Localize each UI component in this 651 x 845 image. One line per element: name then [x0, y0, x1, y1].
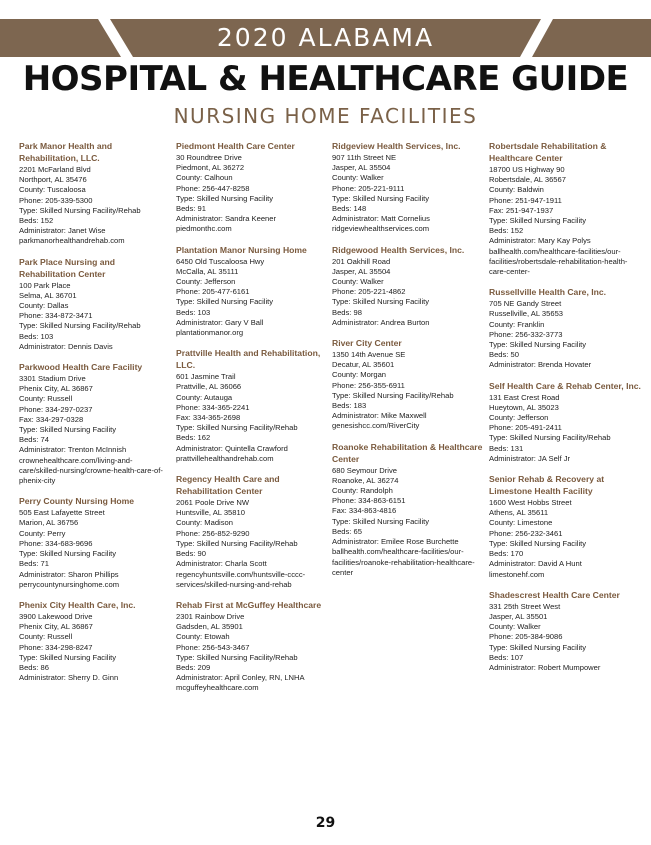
facility-detail-line: Phone: 205-491-2411 [489, 423, 562, 433]
facility-detail-line: Jasper, AL 35501 [489, 611, 548, 621]
facility-detail-line: Administrator: Andrea Burton [332, 317, 430, 327]
facility-detail-line: Phone: 205-477-6161 [176, 287, 250, 297]
facility-entry [19, 599, 171, 683]
facility-detail-line: Type: Skilled Nursing Facility [19, 652, 117, 662]
facility-entry [176, 140, 328, 235]
facility-name: Perry County Nursing Home [19, 496, 135, 507]
facility-detail-line: Beds: 86 [19, 662, 49, 672]
facility-detail-line: Decatur, AL 35601 [332, 360, 395, 370]
facility-detail-line: Type: Skilled Nursing Facility [19, 549, 117, 559]
facility-entry [19, 361, 171, 486]
facility-detail-line: Robertsdale, AL 36567 [489, 175, 566, 185]
facility-detail-line: Beds: 50 [489, 350, 519, 360]
facility-detail-line: Beds: 91 [176, 204, 206, 214]
facility-detail-line: Phone: 256-355-6911 [332, 380, 405, 390]
facility-detail-line: Type: Skilled Nursing Facility [332, 516, 430, 526]
facility-detail-line: Piedmont, AL 36272 [176, 163, 245, 173]
facility-detail-line: County: Madison [176, 518, 233, 528]
facility-detail-line: Administrator: Janet Wise [19, 226, 106, 236]
facility-detail-line: County: Etowah [176, 632, 230, 642]
facility-detail-line: Type: Skilled Nursing Facility [489, 340, 587, 350]
facility-name: Piedmont Health Care Center [176, 141, 295, 151]
facility-detail-line: Fax: 334-297-0328 [19, 414, 84, 424]
facility-entry [332, 337, 484, 432]
facility-detail-line: Beds: 148 [332, 204, 367, 214]
facility-detail-line: County: Walker [332, 173, 384, 183]
facility-detail-line: 705 NE Gandy Street [489, 299, 562, 309]
facility-entry [19, 256, 171, 352]
facility-detail-line: 3301 Stadium Drive [19, 374, 86, 384]
facility-name: Parkwood Health Care Facility [19, 362, 143, 373]
facility-detail-line[interactable]: prattvillehealthandrehab.com [176, 453, 274, 463]
facility-detail-line: Type: Skilled Nursing Facility/Rehab [176, 538, 298, 548]
facility-detail-line: Phone: 256-543-3467 [176, 642, 250, 652]
facility-detail-line: Phone: 334-297-0237 [19, 404, 93, 414]
facility-detail-line: 100 Park Place [19, 280, 71, 290]
facility-detail-line: Beds: 65 [332, 526, 362, 536]
facility-entry [19, 495, 171, 590]
facility-detail-line: Russellville, AL 35653 [489, 309, 564, 319]
facility-detail-line: Hueytown, AL 35023 [489, 402, 559, 412]
facility-detail-line: Northport, AL 35476 [19, 175, 87, 185]
facility-detail-line: County: Walker [332, 277, 384, 287]
facility-detail-line: County: Russell [19, 632, 73, 642]
facility-entry [489, 286, 641, 370]
facility-detail-line: Administrator: Robert Mumpower [489, 662, 601, 672]
facility-detail-line: Type: Skilled Nursing Facility [489, 216, 587, 226]
facility-detail-line: Type: Skilled Nursing Facility/Rehab [19, 321, 141, 331]
facility-detail-line: Phone: 256-852-9290 [176, 528, 250, 538]
facility-detail-line: County: Calhoun [176, 173, 233, 183]
facility-detail-line[interactable]: crownehealthcare.com/living-and-care/skilled-nursing/crowne-health-care-of-phenix-city [19, 455, 163, 486]
facility-detail-line: Phone: 256-232-3461 [489, 528, 563, 538]
facility-name: Plantation Manor Nursing Home [176, 244, 307, 255]
facility-detail-line: Phone: 205-339-5300 [19, 195, 93, 205]
facility-detail-line: Administrator: April Conley, RN, LNHA [176, 673, 305, 683]
facility-entry [332, 244, 484, 328]
facility-detail-line: Phenix City, AL 36867 [19, 622, 93, 632]
facility-name: River City Center [332, 338, 402, 349]
facility-detail-line: County: Baldwin [489, 185, 544, 195]
facility-detail-line: Phone: 205-221-9111 [332, 183, 405, 193]
facility-detail-line: 6450 Old Tuscaloosa Hwy [176, 256, 265, 266]
facility-detail-line: Beds: 162 [176, 433, 211, 443]
facility-detail-line: Type: Skilled Nursing Facility/Rehab [176, 652, 298, 662]
facility-detail-line[interactable]: genesishcc.com/RiverCity [332, 421, 420, 431]
facility-detail-line: Administrator: Sandra Keener [176, 214, 277, 224]
facility-detail-line: Type: Skilled Nursing Facility/Rehab [176, 423, 298, 433]
header-banner [0, 19, 651, 57]
facility-detail-line: Type: Skilled Nursing Facility/Rehab [19, 205, 141, 215]
facility-detail-line: County: Franklin [489, 319, 545, 329]
facility-detail-line: Marion, AL 36756 [19, 518, 79, 528]
listing-column-2 [176, 140, 328, 703]
facility-detail-line: Phone: 256-332-3773 [489, 329, 563, 339]
facility-detail-line: Beds: 131 [489, 443, 524, 453]
facility-detail-line: Beds: 90 [176, 549, 206, 559]
facility-detail-line: County: Tuscaloosa [19, 185, 86, 195]
facility-detail-line: Administrator: Trenton McInnish [19, 445, 127, 455]
section-subtitle: NURSING HOME FACILITIES [173, 104, 478, 128]
facility-detail-line: Beds: 74 [19, 435, 49, 445]
listing-column-4 [489, 140, 641, 682]
guide-title: HOSPITAL & HEALTHCARE GUIDE [22, 59, 629, 99]
facility-detail-line: 30 Roundtree Drive [176, 153, 242, 162]
facility-detail-line: 331 25th Street West [489, 601, 561, 611]
facility-detail-line: 601 Jasmine Trail [176, 372, 236, 382]
facility-detail-line: Type: Skilled Nursing Facility/Rehab [489, 433, 611, 443]
facility-entry [489, 380, 641, 464]
facility-detail-line: Beds: 152 [19, 216, 54, 226]
facility-name: Park Place Nursing and Rehabilitation Center [19, 256, 115, 279]
facility-detail-line: Phone: 251-947-1911 [489, 195, 562, 205]
facility-detail-line: Type: Skilled Nursing Facility [489, 642, 587, 652]
facility-entry [489, 589, 641, 673]
facility-detail-line: 2061 Poole Drive NW [176, 498, 250, 508]
facility-name: Roanoke Rehabilitation & Healthcare Center [332, 441, 483, 464]
facility-detail-line: Beds: 71 [19, 559, 49, 569]
facility-detail-line: Administrator: Dennis Davis [19, 341, 113, 351]
facility-detail-line: Phenix City, AL 36867 [19, 384, 93, 394]
facility-detail-line: Phone: 256-447-8258 [176, 183, 250, 193]
facility-detail-line: County: Randolph [332, 486, 393, 496]
facility-name: Park Manor Health and Rehabilitation, LLC. [19, 141, 113, 163]
facility-detail-line: Phone: 205-384-9086 [489, 632, 563, 642]
facility-detail-line: 1350 14th Avenue SE [332, 350, 406, 360]
facility-detail-line: County: Russell [19, 394, 73, 404]
facility-detail-line: Fax: 251-947-1937 [489, 205, 554, 215]
facility-detail-line: Type: Skilled Nursing Facility [176, 297, 274, 307]
facility-detail-line: Type: Skilled Nursing Facility [332, 193, 430, 203]
facility-detail-line: Phone: 334-863-6151 [332, 496, 406, 506]
facility-entry [489, 473, 641, 580]
facility-detail-line[interactable]: piedmonthc.com [176, 224, 232, 234]
facility-detail-line: 907 11th Street NE [332, 153, 397, 162]
facility-detail-line: Administrator: Mike Maxwell [332, 411, 427, 421]
facility-detail-line: County: Morgan [332, 370, 387, 380]
facility-entry [176, 347, 328, 464]
facility-name: Phenix City Health Care, Inc. [19, 599, 136, 610]
facility-detail-line: County: Limestone [489, 518, 553, 528]
facility-detail-line: Prattville, AL 36066 [176, 382, 242, 392]
facility-detail-line: 505 East Lafayette Street [19, 508, 105, 518]
facility-name: Rehab First at McGuffey Healthcare [176, 599, 322, 610]
facility-detail-line: Gadsden, AL 35901 [176, 622, 243, 632]
facility-detail-line[interactable]: mcguffeyhealthcare.com [176, 683, 259, 693]
facility-detail-line: 3900 Lakewood Drive [19, 611, 93, 621]
facility-detail-line: Administrator: Charla Scott [176, 559, 267, 569]
facility-name: Robertsdale Rehabilitation & Healthcare Center [489, 141, 607, 163]
facility-detail-line[interactable]: limestonehf.com [489, 569, 545, 579]
facility-detail-line: Administrator: Gary V Ball [176, 317, 264, 327]
facility-detail-line[interactable]: perrycountynursinghome.com [19, 579, 120, 589]
facility-detail-line: 2201 McFarland Blvd [19, 165, 91, 174]
facility-detail-line: Administrator: Emilee Rose Burchette [332, 537, 459, 547]
facility-name: Ridgeview Health Services, Inc. [332, 141, 461, 151]
facility-detail-line: 1600 West Hobbs Street [489, 498, 572, 508]
facility-detail-line: Jasper, AL 35504 [332, 266, 391, 276]
facility-detail-line[interactable]: regencyhuntsville.com/huntsville-cccc-services/skilled-nursing-and-rehab [176, 569, 306, 589]
facility-detail-line: Administrator: Sharon Phillips [19, 569, 119, 579]
facility-detail-line: Beds: 103 [19, 331, 54, 341]
facility-detail-line: Administrator: David A Hunt [489, 559, 582, 569]
facility-detail-line: Type: Skilled Nursing Facility [332, 297, 430, 307]
facility-name: Self Health Care & Rehab Center, Inc. [489, 380, 641, 391]
facility-detail-line: Huntsville, AL 35810 [176, 508, 245, 518]
facility-detail-line: County: Dallas [19, 301, 69, 311]
facility-detail-line: Jasper, AL 35504 [332, 163, 391, 173]
facility-detail-line: Phone: 334-298-8247 [19, 642, 93, 652]
facility-detail-line: Beds: 209 [176, 662, 211, 672]
facility-detail-line: Beds: 107 [489, 652, 524, 662]
facility-detail-line: Type: Skilled Nursing Facility [489, 538, 587, 548]
facility-detail-line: Administrator: Sherry D. Ginn [19, 673, 119, 683]
facility-detail-line: Beds: 170 [489, 549, 524, 559]
facility-detail-line: Beds: 103 [176, 307, 211, 317]
facility-detail-line: Type: Skilled Nursing Facility [19, 425, 117, 435]
facility-name: Prattville Health and Rehabilitation, LLC. [176, 348, 321, 371]
facility-detail-line: Phone: 334-683-9696 [19, 538, 93, 548]
facility-detail-line[interactable]: ridgeviewhealthservices.com [332, 224, 430, 234]
facility-detail-line: Beds: 183 [332, 401, 367, 411]
listing-column-3 [332, 140, 484, 587]
facility-entry [176, 599, 328, 694]
facility-detail-line[interactable]: ballhealth.com/healthcare-facilities/our-facilities/robertsdale-rehabilitation-health-care-center- [489, 246, 628, 277]
facility-detail-line: County: Walker [489, 622, 541, 632]
facility-detail-line: Phone: 334-365-2241 [176, 402, 250, 412]
facility-detail-line: Selma, AL 36701 [19, 290, 77, 300]
facility-detail-line: Administrator: JA Self Jr [489, 453, 571, 463]
facility-detail-line: County: Autauga [176, 392, 233, 402]
facility-detail-line: Type: Skilled Nursing Facility/Rehab [332, 390, 454, 400]
facility-detail-line: McCalla, AL 35111 [176, 266, 239, 276]
facility-detail-line[interactable]: ballhealth.com/healthcare-facilities/our-facilities/roanoke-rehabilitation-healthcare-center [332, 547, 475, 577]
page-number: 29 [315, 815, 336, 831]
facility-detail-line: Phone: 334-872-3471 [19, 311, 93, 321]
facility-entry [176, 244, 328, 339]
facility-detail-line: 680 Seymour Drive [332, 465, 397, 475]
facility-entry [332, 140, 484, 235]
facility-detail-line: Administrator: Mary Kay Polys [489, 236, 591, 246]
facility-detail-line: County: Jefferson [489, 413, 549, 423]
facility-name: Senior Rehab & Recovery at Limestone Health Facility [489, 474, 605, 497]
facility-detail-line: 131 East Crest Road [489, 392, 560, 402]
facility-entry [176, 473, 328, 590]
facility-name: Shadescrest Health Care Center [489, 589, 620, 600]
facility-detail-line: Beds: 98 [332, 307, 362, 317]
facility-name: Ridgewood Health Services, Inc. [332, 244, 465, 255]
facility-detail-line[interactable]: parkmanorhealthandrehab.com [19, 236, 125, 246]
facility-detail-line: Fax: 334-365-2698 [176, 413, 241, 423]
listing-column-1 [19, 140, 171, 692]
facility-entry [19, 140, 171, 247]
facility-detail-line: Athens, AL 35611 [489, 508, 549, 518]
facility-detail-line: Administrator: Matt Cornelius [332, 214, 430, 224]
facility-detail-line: 2301 Rainbow Drive [176, 611, 245, 621]
facility-entry [489, 140, 641, 277]
facility-detail-line: 201 Oakhill Road [332, 256, 391, 266]
facility-detail-line: Administrator: Brenda Hovater [489, 360, 592, 370]
facility-name: Russellville Health Care, Inc. [489, 287, 607, 298]
facility-detail-line: County: Perry [19, 528, 66, 538]
facility-detail-line: Roanoke, AL 36274 [332, 475, 399, 485]
facility-detail-line: Fax: 334-863-4816 [332, 506, 397, 516]
facility-detail-line: 18700 US Highway 90 [489, 165, 565, 174]
facility-name: Regency Health Care and Rehabilitation Center [176, 474, 280, 497]
facility-detail-line: Type: Skilled Nursing Facility [176, 193, 274, 203]
facility-detail-line: Administrator: Quintella Crawford [176, 443, 288, 453]
facility-detail-line[interactable]: plantationmanor.org [176, 328, 244, 338]
banner-title: 2020 ALABAMA [216, 23, 435, 52]
facility-entry [332, 441, 484, 578]
facility-detail-line: Beds: 152 [489, 226, 524, 236]
facility-detail-line: Phone: 205-221-4862 [332, 287, 406, 297]
facility-detail-line: County: Jefferson [176, 277, 236, 287]
